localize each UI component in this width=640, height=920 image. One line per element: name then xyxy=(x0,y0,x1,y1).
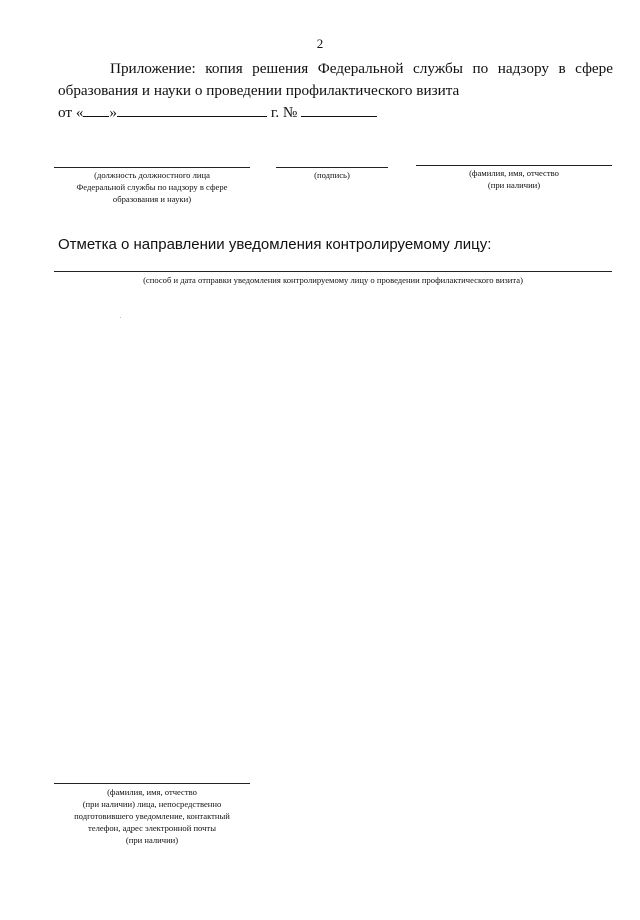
notice-line xyxy=(54,271,612,272)
preparer-line xyxy=(54,783,250,784)
signature-caption xyxy=(276,169,388,181)
position-caption xyxy=(54,169,250,205)
date-mid: » xyxy=(109,104,118,121)
preparer-caption-line-5: (при наличии) xyxy=(125,835,179,845)
date-prefix: от « xyxy=(58,104,84,121)
signature-caption-text: (подпись) xyxy=(314,170,350,180)
day-blank xyxy=(83,102,109,117)
position-signature-line xyxy=(54,167,250,168)
name-caption xyxy=(416,167,612,191)
position-caption-line-2: Федеральной службы по надзору в сфере xyxy=(76,182,228,192)
decision-date-line xyxy=(58,102,377,122)
notice-caption: (способ и дата отправки уведомления контролируемому лицу о проведении профилактического визита) xyxy=(143,275,523,285)
appendix-line-2: образования и науки о проведении профилактического визита xyxy=(58,82,460,99)
number-blank xyxy=(301,102,377,117)
preparer-caption-line-1: (фамилия, имя, отчество xyxy=(107,787,197,797)
page-number: 2 xyxy=(316,36,324,51)
notice-heading: Отметка о направлении уведомления контролируемому лицу: xyxy=(58,236,492,253)
preparer-caption-line-2: (при наличии) лица, непосредственно xyxy=(82,799,222,809)
month-blank xyxy=(117,102,267,117)
position-caption-line-3: образования и науки) xyxy=(112,194,192,204)
date-suffix: г. № xyxy=(267,104,298,121)
appendix-paragraph xyxy=(58,58,613,102)
preparer-caption-line-3: подготовившего уведомление, контактный xyxy=(74,811,230,821)
preparer-caption xyxy=(54,786,250,846)
position-caption-line-1: (должность должностного лица xyxy=(94,170,210,180)
scan-speck xyxy=(120,317,121,318)
name-caption-line-2: (при наличии) xyxy=(487,180,541,190)
name-signature-line xyxy=(416,165,612,166)
preparer-caption-line-4: телефон, адрес электронной почты xyxy=(88,823,216,833)
name-caption-line-1: (фамилия, имя, отчество xyxy=(469,168,559,178)
signature-line xyxy=(276,167,388,168)
appendix-line-1: Приложение: копия решения Федеральной службы по надзору в сфере xyxy=(110,60,613,77)
